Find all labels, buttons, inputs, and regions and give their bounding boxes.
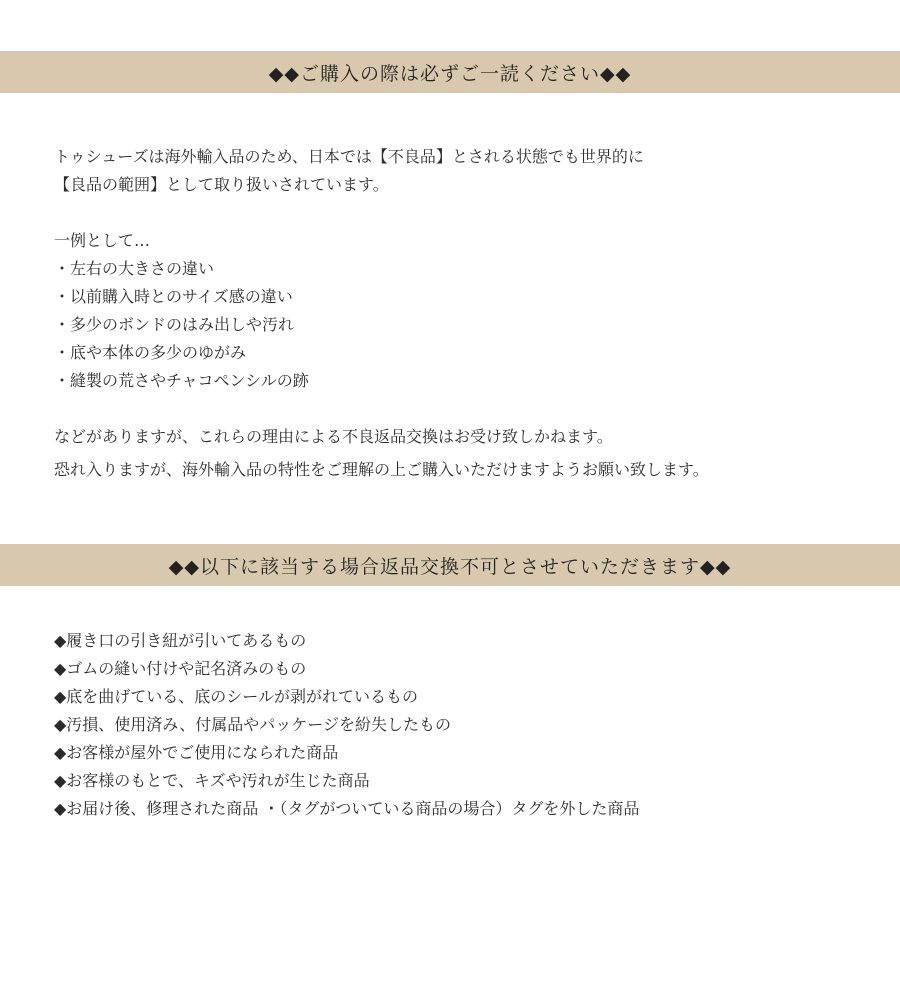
example-item: ・以前購入時とのサイズ感の違い (54, 287, 293, 306)
intro-line: 【良品の範囲】として取り扱いされています。 (54, 175, 389, 194)
intro-line: トゥシューズは海外輸入品のため、日本では【不良品】とされる状態でも世界的に (54, 147, 644, 166)
notice-heading: ◆◆ご購入の際は必ずご一読ください◆◆ (268, 62, 632, 85)
example-item: ・底や本体の多少のゆがみ (54, 343, 247, 362)
notice-heading-banner (0, 51, 900, 93)
example-item: ・多少のボンドのはみ出しや汚れ (54, 315, 295, 334)
closing-line: などがありますが、これらの理由による不良返品交換はお受け致しかねます。 (54, 427, 613, 446)
no-return-item: ◆お届け後、修理された商品 ・（タグがついている商品の場合）タグを外した商品 (54, 799, 640, 818)
no-return-item: ◆ゴムの縫い付けや記名済みのもの (54, 659, 307, 678)
closing-line: 恐れ入りますが、海外輸入品の特性をご理解の上ご購入いただけますようお願い致します。 (54, 460, 709, 479)
no-return-item: ◆お客様のもとで、キズや汚れが生じた商品 (54, 771, 370, 790)
example-item: ・左右の大きさの違い (54, 259, 215, 278)
no-return-item: ◆履き口の引き紐が引いてあるもの (54, 631, 307, 650)
no-return-heading-banner (0, 544, 900, 586)
no-return-item: ◆底を曲げている、底のシールが剥がれているもの (54, 687, 418, 706)
example-item: ・縫製の荒さやチャコペンシルの跡 (54, 371, 309, 390)
no-return-item: ◆汚損、使用済み、付属品やパッケージを紛失したもの (54, 715, 451, 734)
no-return-heading: ◆◆以下に該当する場合返品交換不可とさせていただきます◆◆ (168, 555, 732, 578)
example-heading: 一例として… (54, 231, 151, 250)
no-return-item: ◆お客様が屋外でご使用になられた商品 (54, 743, 339, 762)
